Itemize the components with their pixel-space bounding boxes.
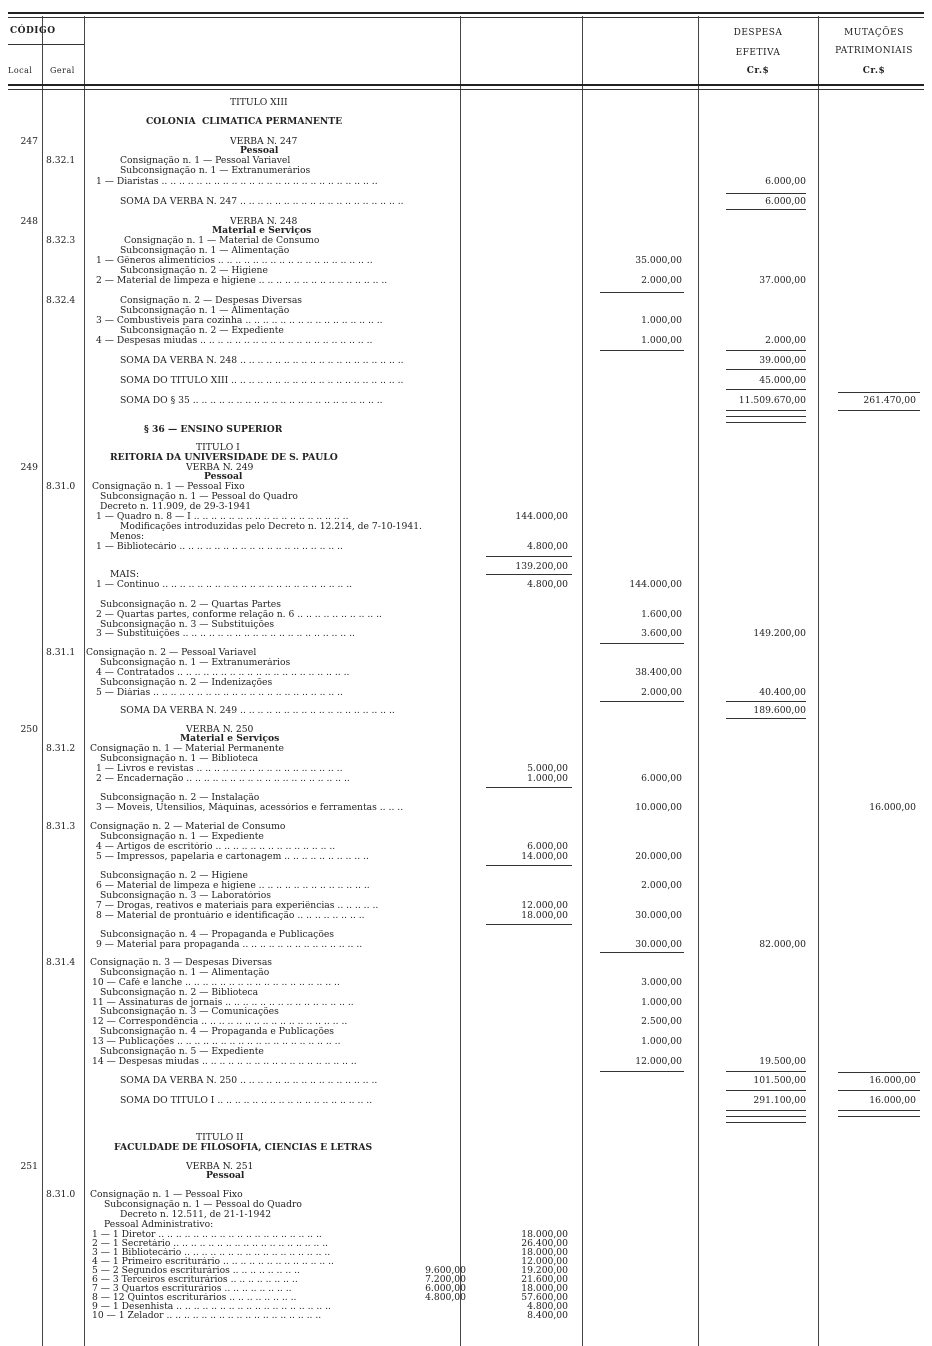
partial-amount: 57.600,00 <box>521 1292 568 1303</box>
despesa-amount: 45.000,00 <box>759 375 806 386</box>
row-text: Subconsignação n. 1 — Biblioteca <box>100 754 259 764</box>
row-text: 1 — Gêneros alimentícios .. .. .. .. .. .. .. .. .. .. .. .. .. .. .. .. .. .. <box>96 256 373 266</box>
despesa-amount: 291.100,00 <box>753 1095 806 1106</box>
despesa-amount: 37.000,00 <box>759 275 806 286</box>
geral-code: 8.32.1 <box>46 155 76 166</box>
row-text: VERBA N. 248 <box>230 217 298 227</box>
column-divider-geral <box>84 16 85 1346</box>
top-rule-thin <box>8 17 924 18</box>
row-text: Subconsignação n. 3 — Comunicações <box>100 1007 279 1017</box>
row-text: TITULO I <box>196 443 240 453</box>
sum-rule <box>726 718 806 719</box>
sum-rule <box>726 369 806 370</box>
geral-code: 8.32.3 <box>46 235 76 246</box>
row-text: 5 — Diárias .. .. .. .. .. .. .. .. .. .. .. .. .. .. .. .. .. .. .. .. .. .. <box>96 688 343 698</box>
sum-rule <box>600 1071 684 1072</box>
row-text: Consignação n. 3 — Despesas Diversas <box>90 958 273 968</box>
sum-rule <box>600 643 684 644</box>
sum-rule <box>726 416 806 417</box>
row-text: 6 — Material de limpeza e higiene .. .. .. .. .. .. .. .. .. .. .. .. .. <box>96 881 370 891</box>
geral-code: 8.31.2 <box>46 743 76 754</box>
row-text: 1 — Continuo .. .. .. .. .. .. .. .. .. .. .. .. .. .. .. .. .. .. .. .. .. .. <box>96 580 353 590</box>
partial-amount: 18.000,00 <box>521 1283 568 1294</box>
consignation-amount: 38.400,00 <box>635 667 682 678</box>
despesa-amount: 39.000,00 <box>759 355 806 366</box>
row-text: 3 — Combustiveis para cozinha .. .. .. .. .. .. .. .. .. .. .. .. .. .. .. .. <box>96 316 383 326</box>
partial-amount: 14.000,00 <box>521 851 568 862</box>
header-bottom-rule-2 <box>8 89 924 90</box>
partial-amount: 18.000,00 <box>521 1229 568 1240</box>
row-text: Decreto n. 11.909, de 29-3-1941 <box>100 502 252 512</box>
sum-rule <box>726 209 806 210</box>
geral-code: 8.32.4 <box>46 295 76 306</box>
row-text: 1 — Livros e revistas .. .. .. .. .. .. .. .. .. .. .. .. .. .. .. .. .. <box>96 764 343 774</box>
row-text: SOMA DA VERBA N. 250 .. .. .. .. .. .. .. .. .. .. .. .. .. .. .. .. <box>120 1076 378 1086</box>
row-text: VERBA N. 247 <box>230 137 298 147</box>
row-text: Subconsignação n. 2 — Biblioteca <box>100 988 259 998</box>
local-code: 251 <box>20 1161 38 1172</box>
sum-rule <box>838 392 920 393</box>
sum-rule <box>486 924 572 925</box>
consignation-amount: 12.000,00 <box>635 1056 682 1067</box>
row-text: Subconsignação n. 4 — Propaganda e Publicações <box>100 930 335 940</box>
row-text: Pessoal <box>240 146 279 156</box>
partial-amount: 8.400,00 <box>527 1310 568 1321</box>
row-text: Consignação n. 2 — Despesas Diversas <box>120 296 303 306</box>
row-text: 2 — Encadernação .. .. .. .. .. .. .. .. .. .. .. .. .. .. .. .. .. .. .. <box>96 774 350 784</box>
consignation-amount: 1.000,00 <box>641 997 682 1008</box>
partial-amount: 4.800,00 <box>527 1301 568 1312</box>
row-text: Subconsignação n. 1 — Alimentação <box>120 306 290 316</box>
row-text: 1 — Quadro n. 8 — I .. .. .. .. .. .. .. .. .. .. .. .. .. .. .. .. .. .. <box>96 512 349 522</box>
partial-amount: 12.000,00 <box>521 900 568 911</box>
row-text: Consignação n. 1 — Pessoal Fixo <box>90 1190 243 1200</box>
codigo-header: CÓDIGO <box>10 26 56 36</box>
geral-code: 8.31.1 <box>46 647 76 658</box>
row-text: 3 — Substituições .. .. .. .. .. .. .. .. .. .. .. .. .. .. .. .. .. .. .. .. <box>96 629 355 639</box>
sum-rule <box>838 1072 920 1073</box>
header-bottom-rule <box>8 84 924 86</box>
mutacoes-amount: 16.000,00 <box>869 1095 916 1106</box>
geral-header: Geral <box>50 66 75 75</box>
row-text: 8 — Material de prontuário e identificação .. .. .. .. .. .. .. .. <box>96 911 365 921</box>
local-code: 250 <box>20 724 38 735</box>
sum-rule <box>726 701 806 702</box>
sub-amount: 7.200,00 <box>425 1274 466 1285</box>
row-text: TITULO XIII <box>230 98 288 108</box>
despesa-amount: 82.000,00 <box>759 939 806 950</box>
row-text: FACULDADE DE FILOSOFIA, CIÊNCIAS E LETRAS <box>114 1143 373 1153</box>
consignation-amount: 1.000,00 <box>641 335 682 346</box>
row-text: 2 — 1 Secretário .. .. .. .. .. .. .. .. .. .. .. .. .. .. .. .. .. .. <box>92 1239 329 1249</box>
sub-amount: 6.000,00 <box>425 1283 466 1294</box>
row-text: Consignação n. 2 — Material de Consumo <box>90 822 286 832</box>
row-text: Subconsignação n. 2 — Higiene <box>100 871 248 881</box>
sum-rule <box>600 701 684 702</box>
geral-code: 8.31.0 <box>46 1189 76 1200</box>
partial-amount: 1.000,00 <box>527 773 568 784</box>
despesa-amount: 149.200,00 <box>753 628 806 639</box>
codigo-rule <box>8 44 84 45</box>
row-text: 5 — Impressos, papelaria e cartonagem .. .. .. .. .. .. .. .. .. .. <box>96 852 369 862</box>
row-text: 13 — Publicações .. .. .. .. .. .. .. .. .. .. .. .. .. .. .. .. .. .. .. <box>92 1037 341 1047</box>
partial-amount: 4.800,00 <box>527 541 568 552</box>
row-text: 3 — 1 Bibliotecário .. .. .. .. .. .. .. .. .. .. .. .. .. .. .. .. .. <box>92 1248 331 1258</box>
sum-rule <box>726 389 806 390</box>
sum-rule <box>600 952 684 953</box>
local-code: 248 <box>20 216 38 227</box>
consignation-amount: 3.000,00 <box>641 977 682 988</box>
sub-amount: 4.800,00 <box>425 1292 466 1303</box>
sum-rule <box>486 574 572 575</box>
sum-rule <box>486 787 572 788</box>
row-text: Subconsignação n. 2 — Expediente <box>120 326 284 336</box>
sum-rule <box>486 865 572 866</box>
local-code: 249 <box>20 462 38 473</box>
sum-rule <box>726 350 806 351</box>
row-text: Subconsignação n. 1 — Extranumerários <box>100 658 291 668</box>
sum-rule <box>726 410 806 411</box>
sum-rule <box>838 1110 920 1111</box>
sum-rule <box>726 1090 806 1091</box>
despesa-amount: 6.000,00 <box>765 196 806 207</box>
mutacoes-amount: 16.000,00 <box>869 802 916 813</box>
sub-amount: 9.600,00 <box>425 1265 466 1276</box>
row-text: 2 — Material de limpeza e higiene .. .. .. .. .. .. .. .. .. .. .. .. .. .. .. <box>96 276 388 286</box>
consignation-amount: 1.000,00 <box>641 1036 682 1047</box>
row-text: 1 — Diaristas .. .. .. .. .. .. .. .. .. .. .. .. .. .. .. .. .. .. .. .. .. .. .. .. .. <box>96 177 378 187</box>
row-text: 4 — Contratados .. .. .. .. .. .. .. .. .. .. .. .. .. .. .. .. .. .. .. .. <box>96 668 350 678</box>
row-text: Material e Serviços <box>212 226 312 236</box>
local-code: 247 <box>20 136 38 147</box>
partial-amount: 144.000,00 <box>515 511 568 522</box>
row-text: Subconsignação n. 2 — Indenizações <box>100 678 273 688</box>
mutacoes-amount: 261.470,00 <box>863 395 916 406</box>
row-text: Subconsignação n. 2 — Higiene <box>120 266 268 276</box>
row-text: VERBA N. 250 <box>186 725 254 735</box>
partial-amount: 4.800,00 <box>527 579 568 590</box>
partial-amount: 6.000,00 <box>527 841 568 852</box>
partial-amount: 5.000,00 <box>527 763 568 774</box>
mutacoes-amount: 16.000,00 <box>869 1075 916 1086</box>
partial-amount: 12.000,00 <box>521 1256 568 1267</box>
row-text: Consignação n. 1 — Material Permanente <box>90 744 284 754</box>
sum-rule <box>600 350 684 351</box>
row-text: Subconsignação n. 1 — Pessoal do Quadro <box>100 492 298 502</box>
local-header: Local <box>8 66 33 75</box>
despesa-amount: 6.000,00 <box>765 176 806 187</box>
despesa-header: DESPESA <box>733 28 783 38</box>
partial-amount: 139.200,00 <box>515 561 568 572</box>
row-text: Modificações introduzidas pelo Decreto n. 12.214, de 7-10-1941. <box>120 522 422 532</box>
column-divider-b <box>582 16 583 1346</box>
column-divider-c <box>698 16 699 1346</box>
row-text: 1 — Bibliotecário .. .. .. .. .. .. .. .. .. .. .. .. .. .. .. .. .. .. .. <box>96 542 343 552</box>
despesa-amount: 189.600,00 <box>753 705 806 716</box>
consignation-amount: 2.000,00 <box>641 880 682 891</box>
consignation-amount: 2.500,00 <box>641 1016 682 1027</box>
row-text: 4 — Artigos de escritório .. .. .. .. .. .. .. .. .. .. .. .. .. .. <box>96 842 336 852</box>
consignation-amount: 1.000,00 <box>641 315 682 326</box>
row-text: Consignação n. 1 — Material de Consumo <box>124 236 320 246</box>
row-text: Subconsignação n. 3 — Substituições <box>100 620 275 630</box>
row-text: SOMA DO TITULO I .. .. .. .. .. .. .. .. .. .. .. .. .. .. .. .. .. .. <box>120 1096 373 1106</box>
sum-rule <box>838 1090 920 1091</box>
row-text: Subconsignação n. 1 — Pessoal do Quadro <box>104 1200 302 1210</box>
sum-rule <box>838 1116 920 1117</box>
row-text: 4 — 1 Primeiro escriturário .. .. .. .. .. .. .. .. .. .. .. .. .. <box>92 1257 334 1267</box>
sum-rule <box>726 1071 806 1072</box>
despesa-header-2: EFETIVA <box>735 48 781 58</box>
row-text: SOMA DA VERBA N. 248 .. .. .. .. .. .. .. .. .. .. .. .. .. .. .. .. .. .. .. <box>120 356 404 366</box>
row-text: SOMA DO TITULO XIII .. .. .. .. .. .. .. .. .. .. .. .. .. .. .. .. .. .. .. .. <box>120 376 404 386</box>
row-text: § 36 — ENSINO SUPERIOR <box>144 425 283 435</box>
consignation-amount: 1.600,00 <box>641 609 682 620</box>
geral-code: 8.31.0 <box>46 481 76 492</box>
consignation-amount: 20.000,00 <box>635 851 682 862</box>
row-text: 8 — 12 Quintos escriturários .. .. .. .. .. .. .. .. <box>92 1293 297 1303</box>
consignation-amount: 35.000,00 <box>635 255 682 266</box>
top-rule <box>8 12 924 14</box>
consignation-amount: 10.000,00 <box>635 802 682 813</box>
row-text: Subconsignação n. 4 — Propaganda e Publicações <box>100 1027 335 1037</box>
partial-amount: 19.200,00 <box>521 1265 568 1276</box>
row-text: SOMA DA VERBA N. 247 .. .. .. .. .. .. .. .. .. .. .. .. .. .. .. .. .. .. .. <box>120 197 404 207</box>
row-text: 12 — Correspondência .. .. .. .. .. .. .. .. .. .. .. .. .. .. .. .. .. <box>92 1017 348 1027</box>
column-divider-d <box>818 16 819 1346</box>
mutacoes-header-2: PATRIMONIAIS <box>835 46 913 56</box>
row-text: 2 — Quartas partes, conforme relação n. 6 .. .. .. .. .. .. .. .. .. .. <box>96 610 382 620</box>
partial-amount: 18.000,00 <box>521 910 568 921</box>
row-text: TITULO II <box>196 1133 244 1143</box>
row-text: 10 — Café e lanche .. .. .. .. .. .. .. .. .. .. .. .. .. .. .. .. .. .. <box>92 978 340 988</box>
row-text: Subconsignação n. 1 — Expediente <box>100 832 264 842</box>
consignation-amount: 30.000,00 <box>635 910 682 921</box>
row-text: Subconsignação n. 1 — Extranumerários <box>120 166 311 176</box>
row-text: Subconsignação n. 1 — Alimentação <box>120 246 290 256</box>
mutacoes-unit: Cr.$ <box>862 66 886 76</box>
sum-rule <box>726 1110 806 1111</box>
row-text: 10 — 1 Zelador .. .. .. .. .. .. .. .. .. .. .. .. .. .. .. .. .. .. <box>92 1311 322 1321</box>
row-text: 7 — 3 Quartos escriturários .. .. .. .. .. .. .. .. <box>92 1284 292 1294</box>
row-text: 7 — Drogas, reativos e materiais para experiências .. .. .. .. .. <box>96 901 379 911</box>
partial-amount: 18.000,00 <box>521 1247 568 1258</box>
sum-rule <box>726 193 806 194</box>
sum-rule <box>486 556 572 557</box>
row-text: Consignação n. 1 — Pessoal Fixo <box>92 482 245 492</box>
row-text: SOMA DA VERBA N. 249 .. .. .. .. .. .. .. .. .. .. .. .. .. .. .. .. .. .. <box>120 706 395 716</box>
row-text: SOMA DO § 35 .. .. .. .. .. .. .. .. .. .. .. .. .. .. .. .. .. .. .. .. .. .. <box>120 396 383 406</box>
sum-rule <box>726 1116 806 1117</box>
row-text: Decreto n. 12.511, de 21-1-1942 <box>120 1210 272 1220</box>
row-text: Pessoal <box>206 1171 245 1181</box>
row-text: Pessoal Administrativo: <box>104 1220 214 1230</box>
row-text: MAIS: <box>110 570 140 580</box>
sum-rule <box>838 410 920 411</box>
row-text: Subconsignação n. 3 — Laboratórios <box>100 891 271 901</box>
geral-code: 8.31.4 <box>46 957 76 968</box>
row-text: COLÔNIA CLIMÁTICA PERMANENTE <box>146 117 343 127</box>
partial-amount: 21.600,00 <box>521 1274 568 1285</box>
consignation-amount: 30.000,00 <box>635 939 682 950</box>
partial-amount: 26.400,00 <box>521 1238 568 1249</box>
sum-rule <box>600 292 684 293</box>
row-text: 3 — Moveis, Utensilios, Máquinas, acessórios e ferramentas .. .. .. <box>96 803 404 813</box>
consignation-amount: 2.000,00 <box>641 275 682 286</box>
sum-rule <box>726 422 806 423</box>
row-text: VERBA N. 251 <box>186 1162 254 1172</box>
row-text: 9 — 1 Desenhista .. .. .. .. .. .. .. .. .. .. .. .. .. .. .. .. .. .. <box>92 1302 331 1312</box>
column-divider-local <box>42 16 43 1346</box>
despesa-unit: Cr.$ <box>746 66 770 76</box>
row-text: 5 — 2 Segundos escriturários .. .. .. .. .. .. .. .. <box>92 1266 300 1276</box>
row-text: REITORIA DA UNIVERSIDADE DE S. PAULO <box>110 453 338 463</box>
despesa-amount: 2.000,00 <box>765 335 806 346</box>
row-text: 14 — Despesas miudas .. .. .. .. .. .. .. .. .. .. .. .. .. .. .. .. .. .. <box>92 1057 357 1067</box>
row-text: 1 — 1 Diretor .. .. .. .. .. .. .. .. .. .. .. .. .. .. .. .. .. .. .. <box>92 1230 322 1240</box>
sum-rule <box>726 1122 806 1123</box>
row-text: Menos: <box>110 532 145 542</box>
geral-code: 8.31.3 <box>46 821 76 832</box>
row-text: Subconsignação n. 1 — Alimentação <box>100 968 270 978</box>
consignation-amount: 6.000,00 <box>641 773 682 784</box>
consignation-amount: 3.600,00 <box>641 628 682 639</box>
row-text: Pessoal <box>204 472 243 482</box>
consignation-amount: 144.000,00 <box>629 579 682 590</box>
row-text: 9 — Material para propaganda .. .. .. .. .. .. .. .. .. .. .. .. .. .. <box>96 940 363 950</box>
row-text: Consignação n. 1 — Pessoal Variavel <box>120 156 291 166</box>
row-text: Consignação n. 2 — Pessoal Variavel <box>86 648 257 658</box>
row-text: Material e Serviços <box>180 734 280 744</box>
despesa-amount: 11.509.670,00 <box>738 395 806 406</box>
despesa-amount: 101.500,00 <box>753 1075 806 1086</box>
despesa-amount: 19.500,00 <box>759 1056 806 1067</box>
consignation-amount: 2.000,00 <box>641 687 682 698</box>
row-text: Subconsignação n. 5 — Expediente <box>100 1047 264 1057</box>
column-divider-desc <box>460 16 461 1346</box>
row-text: VERBA N. 249 <box>186 463 254 473</box>
despesa-amount: 40.400,00 <box>759 687 806 698</box>
row-text: Subconsignação n. 2 — Quartas Partes <box>100 600 281 610</box>
row-text: Subconsignação n. 2 — Instalação <box>100 793 260 803</box>
row-text: 4 — Despesas miudas .. .. .. .. .. .. .. .. .. .. .. .. .. .. .. .. .. .. .. .. <box>96 336 373 346</box>
row-text: 6 — 3 Terceiros escriturários .. .. .. .. .. .. .. .. <box>92 1275 298 1285</box>
row-text: 11 — Assinaturas de jornais .. .. .. .. .. .. .. .. .. .. .. .. .. .. .. <box>92 998 354 1008</box>
mutacoes-header: MUTAÇÕES <box>844 28 904 38</box>
